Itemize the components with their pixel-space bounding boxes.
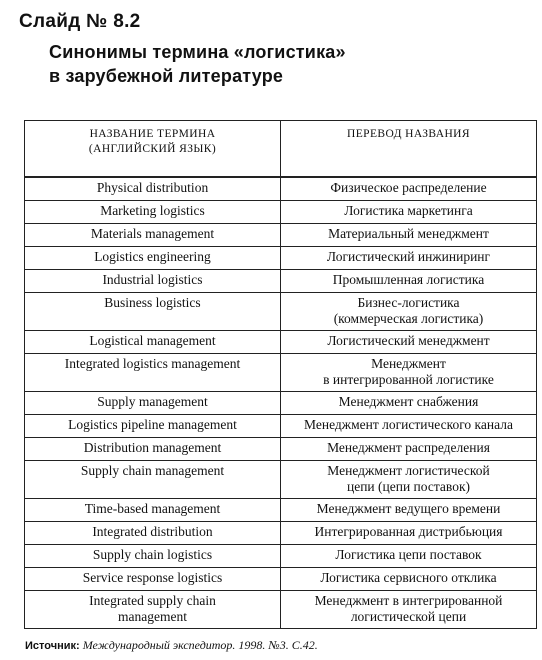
term-cell <box>25 224 281 247</box>
translation-text: Материальный менеджмент <box>328 226 489 241</box>
table-row <box>25 545 537 568</box>
term-text: Physical distribution <box>96 180 209 195</box>
translation-text: Менеджмент <box>371 356 446 371</box>
translation-text: Логистический инжиниринг <box>326 249 491 264</box>
translation-text: Менеджмент логистического канала <box>304 417 513 432</box>
table-row <box>25 461 537 499</box>
source-citation <box>25 638 318 654</box>
term-text: Logistical management <box>89 333 216 348</box>
term-cell <box>25 499 281 522</box>
term-text: Supply management <box>97 394 208 409</box>
term-text: Distribution management <box>83 440 222 455</box>
translation-cell <box>281 247 537 270</box>
table-row <box>25 392 537 415</box>
term-text: Supply chain management <box>80 463 225 478</box>
translation-cell <box>281 591 537 629</box>
term-cell <box>25 247 281 270</box>
translation-text: Логистика маркетинга <box>344 203 473 218</box>
translation-text: Физическое распределение <box>330 180 487 195</box>
term-cell <box>25 522 281 545</box>
term-cell <box>25 438 281 461</box>
translation-text: цепи (цепи поставок) <box>346 479 471 494</box>
translation-text: Менеджмент в интегрированной <box>314 593 503 608</box>
term-cell <box>25 568 281 591</box>
subtitle-line-1: Синонимы термина «логистика» <box>49 42 346 62</box>
translation-text: Промышленная логистика <box>332 272 485 287</box>
translation-text: Менеджмент распределения <box>327 440 490 455</box>
subtitle-line-2: в зарубежной литературе <box>49 66 284 86</box>
table-header-row <box>25 121 537 178</box>
translation-cell <box>281 331 537 354</box>
translation-text: Логистика сервисного отклика <box>320 570 497 585</box>
table-row <box>25 247 537 270</box>
table-row <box>25 438 537 461</box>
header-term-name <box>25 121 281 178</box>
term-cell <box>25 354 281 392</box>
term-text: Time-based management <box>84 501 221 516</box>
term-text: Industrial logistics <box>102 272 203 287</box>
table-row <box>25 591 537 629</box>
term-text: Logistics pipeline management <box>68 417 237 432</box>
term-cell <box>25 545 281 568</box>
term-cell <box>25 392 281 415</box>
header-term-line-2: (АНГЛИЙСКИЙ ЯЗЫК) <box>88 143 217 155</box>
term-text: Materials management <box>90 226 215 241</box>
term-text: Marketing logistics <box>100 203 205 218</box>
table-row <box>25 270 537 293</box>
source-text: Международный экспедитор. 1998. №3. С.42. <box>82 638 318 652</box>
source-label: Источник: <box>25 640 80 652</box>
term-text: Integrated logistics management <box>64 356 241 371</box>
translation-text: Менеджмент логистической <box>327 463 490 478</box>
translation-text: Интегрированная дистрибьюция <box>314 524 503 539</box>
table-row <box>25 293 537 331</box>
table-row <box>25 224 537 247</box>
translation-cell <box>281 177 537 201</box>
slide-title: Слайд № 8.2 <box>19 11 141 32</box>
translation-cell <box>281 392 537 415</box>
translation-text: Бизнес-логистика <box>357 295 460 310</box>
term-cell <box>25 591 281 629</box>
header-translation <box>281 121 537 178</box>
translation-cell <box>281 270 537 293</box>
term-cell <box>25 293 281 331</box>
translation-cell <box>281 545 537 568</box>
table-row <box>25 331 537 354</box>
translation-text: (коммерческая логистика) <box>333 311 484 326</box>
table-row <box>25 522 537 545</box>
translation-text: Логистический менеджмент <box>327 333 490 348</box>
table-body <box>25 177 537 629</box>
table-row <box>25 415 537 438</box>
term-cell <box>25 331 281 354</box>
table-row <box>25 568 537 591</box>
table-row <box>25 499 537 522</box>
term-cell <box>25 201 281 224</box>
translation-cell <box>281 461 537 499</box>
term-text: management <box>118 609 187 624</box>
translation-text: логистической цепи <box>350 609 467 624</box>
term-cell <box>25 177 281 201</box>
translation-cell <box>281 354 537 392</box>
term-text: Integrated supply chain <box>89 593 216 608</box>
term-cell <box>25 461 281 499</box>
header-term-line-1: НАЗВАНИЕ ТЕРМИНА <box>89 128 216 140</box>
term-text: Business logistics <box>104 295 201 310</box>
term-text: Service response logistics <box>82 570 223 585</box>
term-text: Supply chain logistics <box>92 547 213 562</box>
translation-text: в интегрированной логистике <box>323 372 494 387</box>
term-cell <box>25 415 281 438</box>
slide-subtitle <box>49 40 346 88</box>
translation-cell <box>281 201 537 224</box>
translation-text: Логистика цепи поставок <box>335 547 482 562</box>
translation-text: Менеджмент ведущего времени <box>316 501 501 516</box>
table-row <box>25 177 537 201</box>
header-translation-line-1: ПЕРЕВОД НАЗВАНИЯ <box>347 128 470 140</box>
translation-cell <box>281 293 537 331</box>
term-text: Integrated distribution <box>92 524 213 539</box>
translation-cell <box>281 438 537 461</box>
translation-cell <box>281 415 537 438</box>
synonyms-table <box>24 120 537 629</box>
translation-cell <box>281 224 537 247</box>
term-cell <box>25 270 281 293</box>
translation-cell <box>281 499 537 522</box>
term-text: Logistics engineering <box>94 249 211 264</box>
translation-cell <box>281 522 537 545</box>
table-row <box>25 354 537 392</box>
translation-cell <box>281 568 537 591</box>
translation-text: Менеджмент снабжения <box>338 394 479 409</box>
table-row <box>25 201 537 224</box>
